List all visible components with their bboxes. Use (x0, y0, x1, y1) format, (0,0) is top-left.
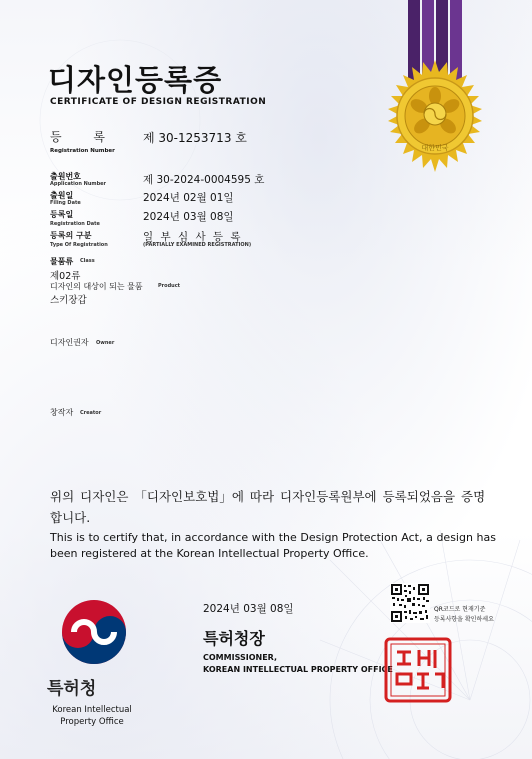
product-label-en: Product (158, 283, 181, 289)
class-value: 제02류 (50, 271, 81, 282)
certificate-title: 디자인등록증 (48, 63, 223, 97)
qr-code-icon (390, 583, 430, 623)
owner-label: 디자인권자 (50, 338, 89, 347)
certificate-title-en: CERTIFICATE OF DESIGN REGISTRATION (50, 97, 267, 107)
issue-date: 2024년 03월 08일 (203, 603, 294, 615)
certification-statement-en: This is to certify that, in accordance with the Design Protection Act, a design has been registered at the Korean Intellectual Property Office. (50, 531, 496, 560)
class-label: 물품류 (50, 257, 74, 266)
office-name-line2: Property Office (60, 717, 124, 727)
registration-label-en: Registration Number (50, 148, 115, 154)
creator-label-en: Creator (80, 410, 102, 416)
registration-type: 일 부 심 사 등 록 (143, 231, 243, 243)
commissioner-line2: KOREAN INTELLECTUAL PROPERTY OFFICE (203, 665, 393, 674)
field-label: 출원일 (50, 191, 74, 200)
registration-number: 제 30-1253713 호 (143, 131, 247, 145)
office-name-en (40, 704, 144, 728)
registration-type-en: (PARTIALLY EXAMINED REGISTRATION) (143, 242, 252, 248)
qr-note (434, 605, 494, 625)
certification-statement-ko: 위의 디자인은 「디자인보호법」에 따라 디자인등록원부에 등록되었음을 증명합니다. (50, 489, 486, 525)
field-label: 출원번호 (50, 172, 81, 181)
application-number: 제 30-2024-0004595 호 (143, 174, 265, 186)
gold-seal-icon (375, 58, 495, 178)
field-label-en: Type Of Registration (50, 242, 108, 248)
commissioner-title: 특허청장 (203, 629, 265, 648)
office-name-line1: Korean Intellectual (52, 705, 132, 715)
creator-label: 창작자 (50, 408, 74, 417)
seal-text: 대한민국 (421, 144, 449, 152)
field-label-en: Filing Date (50, 200, 81, 206)
registration-label: 등 록 (50, 130, 119, 144)
filing-date: 2024년 02월 01일 (143, 192, 234, 204)
field-label-en: Registration Date (50, 221, 100, 227)
field-label: 등록일 (50, 210, 74, 219)
taegeuk-logo-icon (60, 598, 128, 666)
field-label-en: Application Number (50, 181, 107, 187)
product-label: 디자인의 대상이 되는 물품 (50, 282, 143, 291)
office-name-ko: 특허청 (47, 679, 97, 699)
qr-note-line2: 등록사항을 확인하세요 (434, 616, 494, 623)
owner-label-en: Owner (96, 340, 115, 346)
official-stamp-icon (383, 636, 453, 704)
commissioner-title-en (203, 652, 393, 676)
commissioner-line1: COMMISSIONER, (203, 653, 278, 662)
class-label-en: Class (80, 258, 95, 264)
registration-date: 2024년 03월 08일 (143, 211, 234, 223)
product-value: 스키장갑 (50, 295, 87, 306)
qr-note-line1: QR코드로 현재기준 (434, 606, 486, 613)
field-label: 등록의 구분 (50, 231, 92, 240)
